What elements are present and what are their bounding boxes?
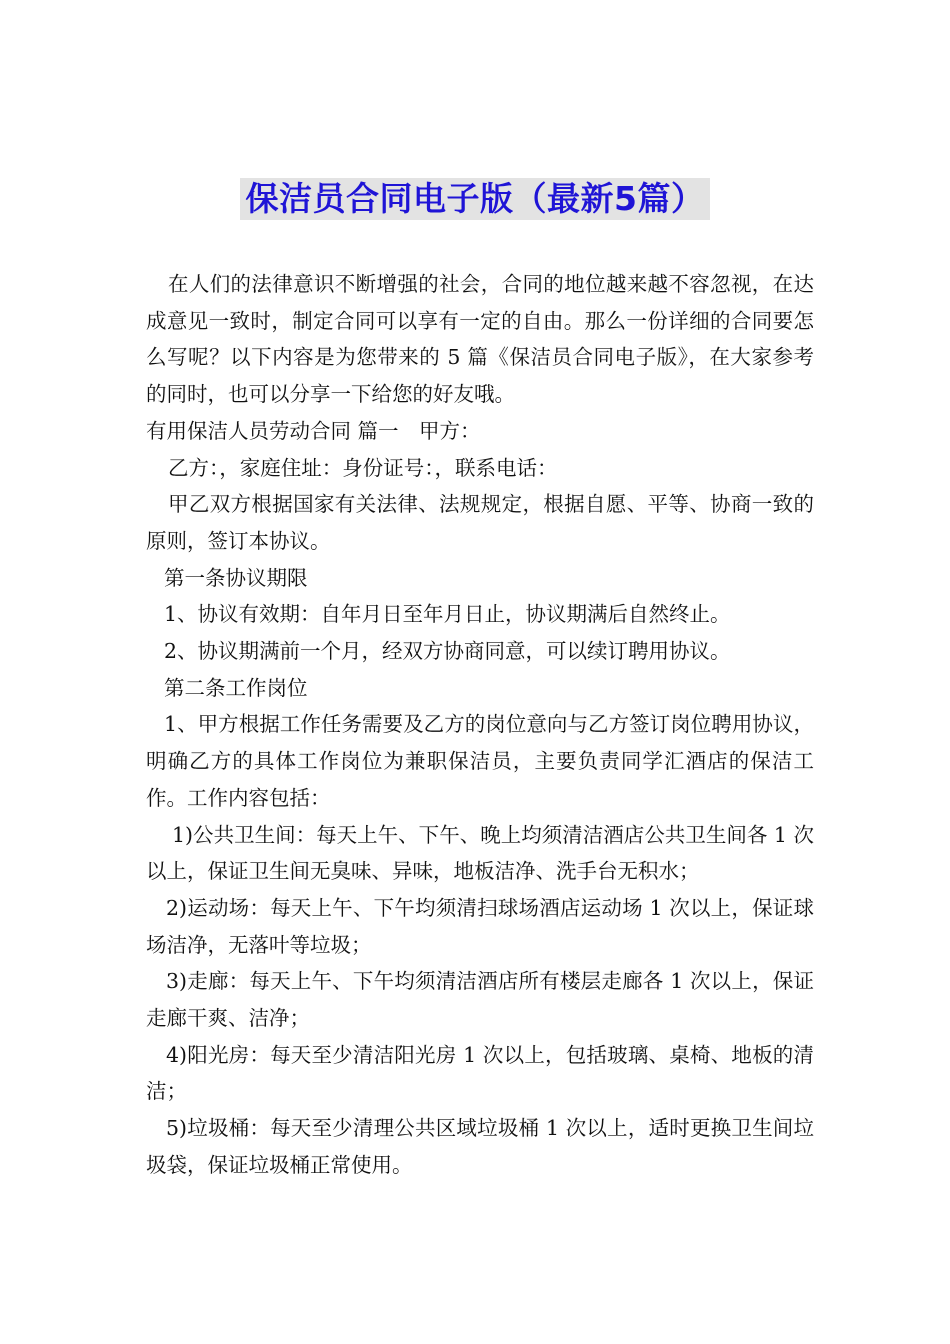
document-title: 保洁员合同电子版（最新5篇） bbox=[240, 178, 711, 220]
duty-item-sunroom: 4)阳光房：每天至少清洁阳光房 1 次以上，包括玻璃、桌椅、地板的清洁； bbox=[146, 1042, 814, 1104]
contract-heading: 有用保洁人员劳动合同 篇一 甲方： bbox=[146, 418, 481, 443]
title-block bbox=[0, 178, 950, 220]
article-1-clause-2: 2、协议期满前一个月，经双方协商同意，可以续订聘用协议。 bbox=[164, 639, 731, 664]
duty-item-trash-bin: 5)垃圾桶：每天至少清理公共区域垃圾桶 1 次以上，适时更换卫生间垃圾袋，保证垃圾桶正常使用。 bbox=[146, 1116, 814, 1177]
duty-item-corridor: 3)走廊：每天上午、下午均须清洁酒店所有楼层走廊各 1 次以上，保证走廊干爽、洁净； bbox=[146, 969, 814, 1031]
article-1-heading: 第一条协议期限 bbox=[164, 565, 308, 590]
agreement-principle-paragraph: 甲乙双方根据国家有关法律、法规规定，根据自愿、平等、协商一致的原则，签订本协议。 bbox=[146, 492, 814, 553]
article-1-clause-1: 1、协议有效期：自年月日至年月日止，协议期满后自然终止。 bbox=[164, 602, 731, 627]
article-2-clause-1: 1、甲方根据工作任务需要及乙方的岗位意向与乙方签订岗位聘用协议，明确乙方的具体工作岗位为兼职保洁员，主要负责同学汇酒店的保洁工作。工作内容包括： bbox=[146, 712, 814, 810]
intro-paragraph: 在人们的法律意识不断增强的社会，合同的地位越来越不容忽视，在达成意见一致时，制定合同可以享有一定的自由。那么一份详细的合同要怎么写呢？以下内容是为您带来的 5 篇《保洁员合同电子版》，在大家参考的同时，也可以分享一下给您的好友哦。 bbox=[146, 272, 814, 407]
duty-item-restroom: 1)公共卫生间：每天上午、下午、晚上均须清洁酒店公共卫生间各 1 次以上，保证卫生间无臭味、异味，地板洁净、洗手台无积水； bbox=[146, 822, 814, 884]
party-b-line: 乙方：，家庭住址：身份证号：，联系电话： bbox=[168, 455, 558, 480]
article-2-heading: 第二条工作岗位 bbox=[164, 675, 308, 700]
document-body bbox=[146, 266, 814, 1184]
duty-item-sports-field: 2)运动场：每天上午、下午均须清扫球场酒店运动场 1 次以上，保证球场洁净，无落叶等垃圾； bbox=[146, 895, 814, 957]
